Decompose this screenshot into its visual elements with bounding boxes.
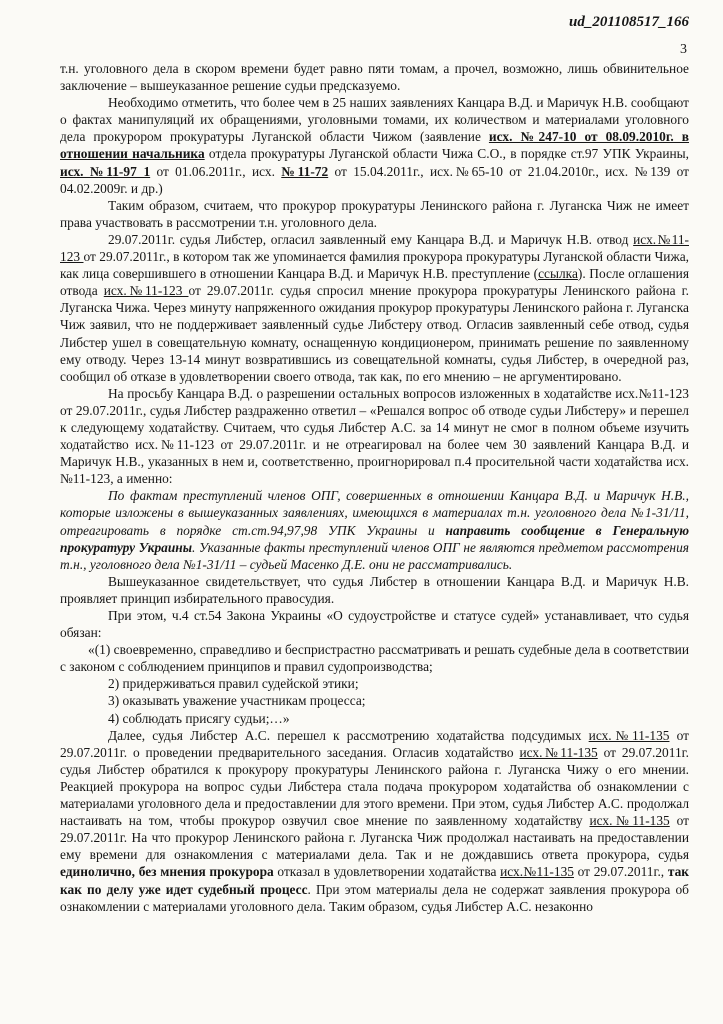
paragraph-3: Таким образом, считаем, что прокурор прокуратуры Ленинского района г. Луганска Чиж не имеет права участвовать в рассмотрении т.н. уголовного дела. <box>60 197 689 230</box>
paragraph-7: Вышеуказанное свидетельствует, что судья Либстер в отношении Канцара В.Д. и Маричук Н.В. проявляет принцип избирательного правосудия. <box>60 573 689 606</box>
link[interactable]: ссылка <box>538 266 578 282</box>
reference: исх.№11-123 <box>103 283 189 299</box>
reference: исх.№11-135 <box>500 864 574 880</box>
reference: исх. №11-97_1 <box>60 163 151 179</box>
reference: исх.№11-135 <box>588 727 670 743</box>
document-id: ud_201108517_166 <box>568 14 689 30</box>
document-body <box>60 60 689 915</box>
paragraph-2: Необходимо отметить, что более чем в 25 наших заявлениях Канцара В.Д. и Маричук Н.В. сообщают о фактах манипуляций их обращениями, уголовными томами, их количеством и материалами уголовного дела прокурором прокуратуры Луганской области Чижом (заявление исх. №247-10 от 08.09.2010г. в отношении начальника отдела прокуратуры Луганской области Чижа С.О., в порядке ст.97 УПК Украины, исх. №11-97_1 от 01.06.2011г., исх. №11-72 от 15.04.2011г., исх.№65-10 от 21.04.2010г., исх. №139 от 04.02.2009г. и др.) <box>60 95 689 196</box>
list-item: 3) оказывать уважение участникам процесса; <box>108 693 366 709</box>
paragraph-6-quote: По фактам преступлений членов ОПГ, совершенных в отношении Канцара В.Д. и Маричук Н.В., которые изложены в вышеуказанных заявлениях, имеющихся в материалах т.н. уголовного дела №1-31/11, отреагировать в порядке ст.ст.94,97,98 УПК Украины и направить сообщение в Генеральную прокуратуру Украины. Указанные факты преступлений членов ОПГ не являются предметом рассмотрения т.н., уголовного дела №1-31/11 – судьей Масенко Д.Е. они не рассматривались. <box>60 488 689 572</box>
emphasis: направить сообщение в Генеральную прокуратуру Украины <box>60 522 689 555</box>
list-item: 4) соблюдать присягу судьи;…» <box>108 710 290 726</box>
paragraph-4: 29.07.2011г. судья Либстер, огласил заявленный ему Канцара В.Д. и Маричук Н.В. отвод исх.№11-123 от 29.07.2011г., в котором так же упоминается фамилия прокурора прокуратуры Луганской области Чижа, как лица совершившего в отношении Канцара В.Д. и Маричук Н.В. преступление (ссылка). После оглашения отвода исх.№11-123 от 29.07.2011г. судья спросил мнение прокурора прокуратуры Ленинского района г. Луганска Чижа. Через минуту напряженного ожидания прокурор прокуратуры Ленинского района г. Луганска Чиж заявил, что не поддерживает заявленный судье Либстеру отвод. Огласив заявленный себе отвод, судья Либстер ушел в совещательную комнату, оснащенную кондиционером, принимать решение по заявленному ему отводу. Через 13-14 минут возвратившись из совещательной комнаты, судья Либстер, в очередной раз, сообщил об отказе в удовлетворении своего отвода, так как, по его мнению – не аргументировано. <box>60 231 690 384</box>
paragraph-10: Далее, судья Либстер А.С. перешел к рассмотрению ходатайства подсудимых исх.№11-135 от 29.07.2011г. о проведении предварительного заседания. Огласив ходатайство исх.№11-135 от 29.07.2011г. судья Либстер обратился к прокурору прокуратуры Ленинского района г. Луганска Чижу о его мнении. Реакцией прокурора на вопрос судьи Либстера стала подача прокурором ходатайства об ознакомлении с материалами уголовного дела и предоставлении для этого времени. При этом, судья Либстер А.С. продолжал настаивать на том, чтобы прокурор озвучил свое мнение по заявленному ходатайству исх.№11-135 от 29.07.2011г. На что прокурор Ленинского района г. Луганска Чиж продолжал настаивать на предоставлении ему времени для ознакомления с материалами дела. Так и не дождавшись ответа прокурора, судья единолично, без мнения прокурора отказал в удовлетворении ходатайства исх.№11-135 от 29.07.2011г., так как по делу уже идет судебный процесс. При этом материалы дела не содержат заявления прокурора об ознакомлении с материалами уголовного дела. Таким образом, судья Либстер А.С. незаконно <box>60 727 690 914</box>
emphasis: так как по делу уже идет судебный процесс <box>60 864 690 897</box>
emphasis: единолично, без мнения прокурора <box>60 864 274 880</box>
reference: исх.№11-123 <box>60 231 689 265</box>
reference: исх.№11-135 <box>589 813 670 829</box>
list-item: 2) придерживаться правил судейской этики; <box>108 676 359 692</box>
page-number: 3 <box>680 42 687 57</box>
reference: исх.№11-135 <box>519 744 598 760</box>
law-quote: «(1) своевременно, справедливо и беспристрастно рассматривать и решать судебные дела в соответствии с законом с соблюдением принципов и правил судопроизводства; <box>60 642 689 675</box>
paragraph-1: т.н. уголовного дела в скором времени будет равно пяти томам, а прочел, возможно, лишь обвинительное заключение – вышеуказанное решение судьи предсказуемо. <box>60 61 689 94</box>
paragraph-5: На просьбу Канцара В.Д. о разрешении остальных вопросов изложенных в ходатайстве исх.№11-123 от 29.07.2011г., судья Либстер раздраженно ответил – «Решался вопрос об отводе судьи Либстеру» и перешел к следующему ходатайству. Считаем, что судья Либстер А.С. за 14 минут не смог в полном объеме изучить ходатайство исх.№11-123 от 29.07.2011г. и не отреагировал на более чем 30 заявлений Канцара В.Д. и Маричук Н.В., указанных в нем и, соответственно, проигнорировал п.4 просительной части ходатайства исх.№11-123, а именно: <box>60 385 689 487</box>
reference: исх. №247-10 от 08.09.2010г. в отношении начальника <box>60 129 689 162</box>
reference: №11-72 <box>281 163 329 179</box>
paragraph-8: При этом, ч.4 ст.54 Закона Украины «О судоустройстве и статусе судей» устанавливает, что судья обязан: <box>60 608 689 641</box>
